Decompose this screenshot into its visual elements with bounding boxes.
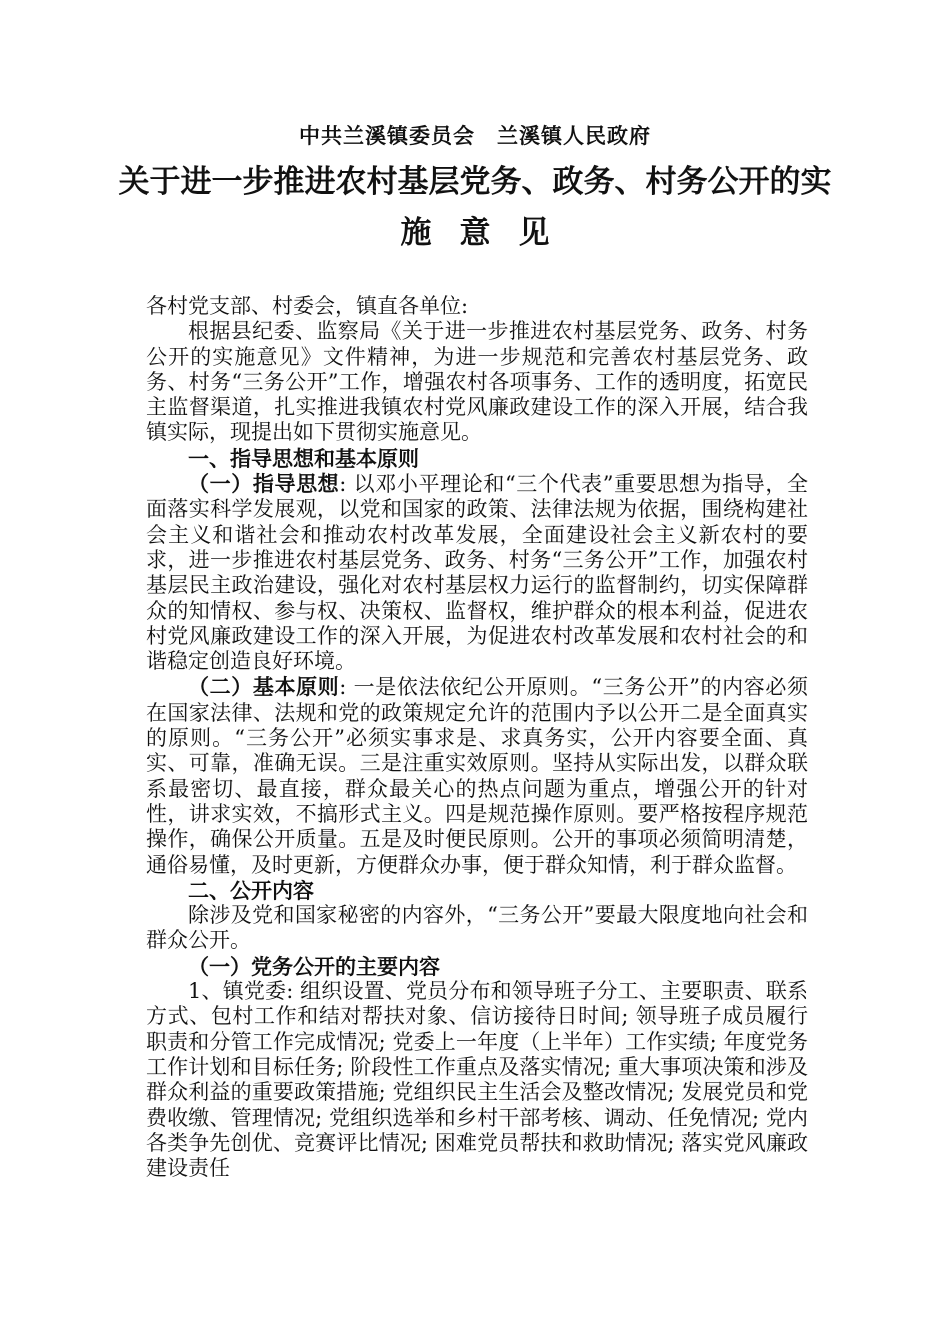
- guiding-ideology-text: : 以邓小平理论和“三个代表”重要思想为指导，全面落实科学发展观，以党和国家的政策、法律法规为依据，围绕构建社会主义和谐社会和推动农村改革发展，全面建设社会主义新农村的要求，进一步推进农村基层党务、政务、村务“三务公开”工作，加强农村基层民主政治建设，强化对农村基层权力运行的监督制约，切实保障群众的知情权、参与权、决策权、监督权，维护群众的根本利益，促进农村党风廉政建设工作的深入开展，为促进农村改革发展和农村社会的和谐稳定创造良好环境。: [146, 472, 808, 674]
- intro-paragraph: 根据县纪委、监察局《关于进一步推进农村基层党务、政务、村务公开的实施意见》文件精神，为进一步规范和完善农村基层党务、政务、村务“三务公开”工作，增强农村各项事务、工作的透明度，拓宽民主监督渠道，扎实推进我镇农村党风廉政建设工作的深入开展，结合我镇实际，现提出如下贯彻实施意见。: [146, 319, 808, 445]
- document-title-line1: 关于进一步推进农村基层党务、政务、村务公开的实: [118, 164, 832, 200]
- basic-principles-text: : 一是依法依纪公开原则。“三务公开”的内容必须在国家法律、法规和党的政策规定允许的范围内予以公开二是全面真实的原则。“三务公开”必须实事求是、求真务实，公开内容要全面、真实、可靠，准确无误。三是注重实效原则。坚持从实际出发，以群众联系最密切、最直接，群众最关心的热点问题为重点，增强公开的针对性，讲求实效，不搞形式主义。四是规范操作原则。要严格按程序规范操作，确保公开质量。五是及时便民原则。公开的事项必须简明清楚，通俗易懂，及时更新，方便群众办事，便于群众知情，利于群众监督。: [146, 675, 808, 877]
- document-title-line2: 施意见: [400, 215, 578, 251]
- section2-intro: 除涉及党和国家秘密的内容外，“三务公开”要最大限度地向社会和群众公开。: [146, 903, 808, 953]
- guiding-ideology-label: （一）指导思想: [188, 471, 340, 497]
- issuer-line: 中共兰溪镇委员会 兰溪镇人民政府: [299, 123, 651, 148]
- party-affairs-heading: （一）党务公开的主要内容: [188, 953, 440, 979]
- basic-principles-label: （二）基本原则: [188, 674, 340, 700]
- section1-heading: 一、指导思想和基本原则: [188, 445, 419, 471]
- guiding-ideology-paragraph: [146, 471, 808, 674]
- salutation: 各村党支部、村委会，镇直各单位:: [146, 294, 469, 318]
- basic-principles-paragraph: [146, 674, 808, 877]
- party-committee-item: 1、镇党委: 组织设置、党员分布和领导班子分工、主要职责、联系方式、包村工作和结对帮扶对象、信访接待日时间; 领导班子成员履行职责和分管工作完成情况; 党委上一年度（上半年）工作实绩; 年度党务工作计划和目标任务; 阶段性工作重点及落实情况; 重大事项决策和涉及群众利益的重要政策措施; 党组织民主生活会及整改情况; 发展党员和党费收缴、管理情况; 党组织选举和乡村干部考核、调动、任免情况; 党内各类争先创优、竞赛评比情况; 困难党员帮扶和救助情况; 落实党风廉政建设责任: [146, 979, 808, 1181]
- section2-heading: 二、公开内容: [188, 877, 314, 903]
- document-body: [146, 294, 808, 1181]
